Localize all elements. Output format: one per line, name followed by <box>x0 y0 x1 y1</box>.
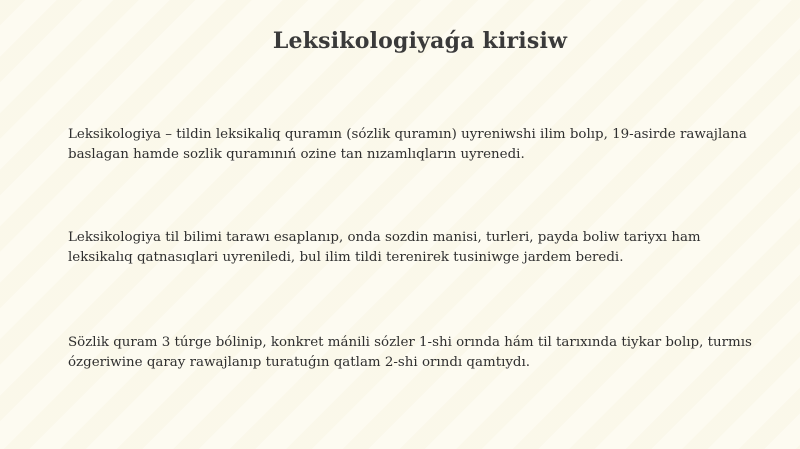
slide-title: Leksikologiyaǵa kirisiw <box>272 28 568 54</box>
paragraph-2: Leksikologiya til bilimi tarawı esaplanıp, onda sozdin manisi, turleri, payda boliw tariyxı ham leksikalıq qatnasıqlari uyreniledi, bul ilim tildi terenirek tusiniwge jardem beredi. <box>68 230 701 265</box>
paragraph-1: Leksikologiya – tildin leksikaliq quramın (sózlik quramın) uyreniwshi ilim bolıp, 19-asirde rawajlana baslagan hamde sozlik quramınıń ozine tan nızamlıqların uyrenedi. <box>68 127 747 162</box>
paragraph-3: Sözlik quram 3 túrge bólinip, konkret mánili sózler 1-shi orında hám til tarıxında tiykar bolıp, turmıs ózgeriwine qaray rawajlanıp turatuǵın qatlam 2-shi orındı qamtıydı. <box>68 335 752 370</box>
